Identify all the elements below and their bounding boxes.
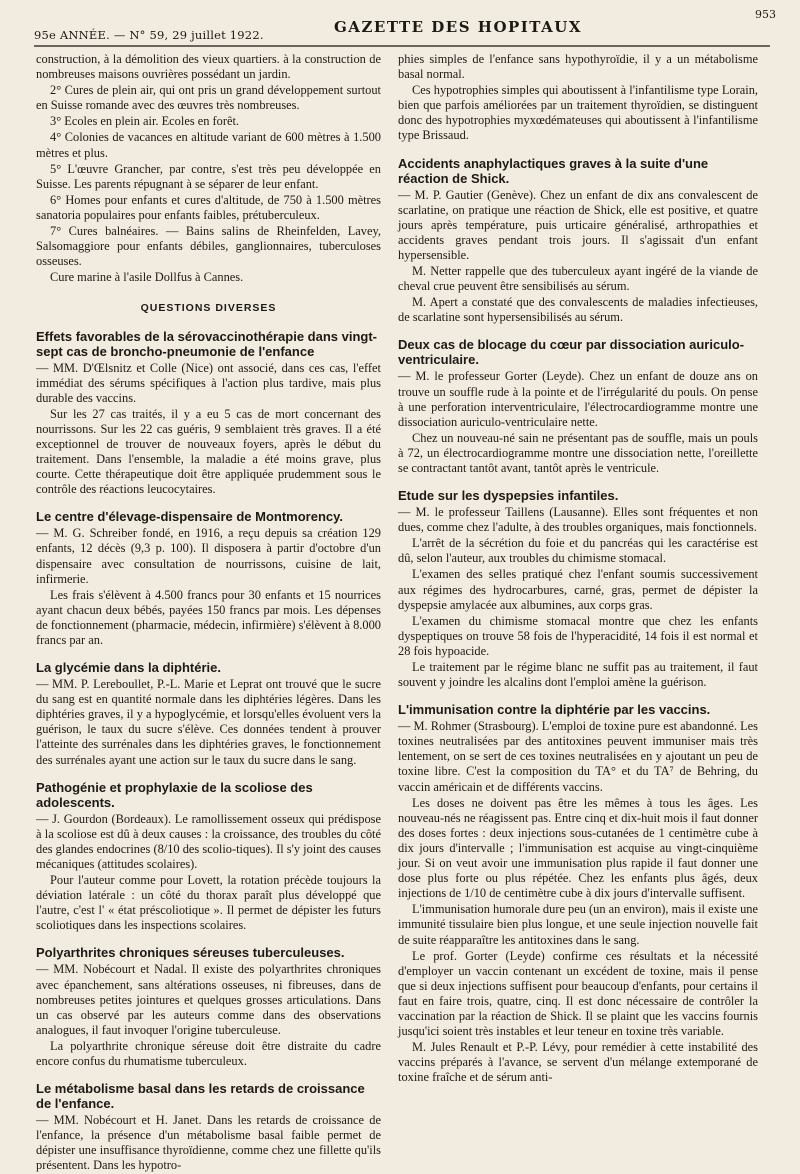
paragraph: 6° Homes pour enfants et cures d'altitude, de 750 à 1.500 mètres sanatoria populaires pour enfants faibles, prétuberculeux. — [36, 192, 381, 222]
paragraph: L'arrêt de la sécrétion du foie et du pancréas qui les caractérise est dû, selon l'auteur, aux troubles du chimisme stomacal. — [398, 536, 758, 566]
paragraph: L'immunisation humorale dure peu (un an environ), mais il existe une immunité tissulaire bien plus longue, et une seule injection nouvelle fait de suite réapparaître les antitoxines dans le sang. — [398, 902, 758, 947]
right-column — [398, 52, 758, 1086]
article-heading: Deux cas de blocage du cœur par dissociation auriculo-ventriculaire. — [398, 337, 745, 368]
paragraph: 5° L'œuvre Grancher, par contre, s'est très peu développée en Suisse. Les parents répugnant à se séparer de leur enfant. — [36, 161, 381, 191]
paragraph: Sur les 27 cas traités, il y a eu 5 cas de mort concernant des nourrissons. Sur les 22 cas guéris, 9 semblaient très graves. Il a été exceptionnel de trouver de nouveaux foyers, après le début du traitement. Dans l'ensemble, la maladie a été moins grave, plus courte. Cette thérapeutique doit être appliquée prudemment sous le contrôle des réactions leucocytaires. — [36, 406, 381, 497]
paragraph: 3° Ecoles en plein air. Ecoles en forêt. — [50, 114, 240, 129]
paragraph: M. Jules Renault et P.-P. Lévy, pour remédier à cette instabilité des vaccins préparés à l'avance, se servent d'un mélange extemporané de toxine fraîche et de sérum anti- — [398, 1040, 758, 1085]
paragraph: — J. Gourdon (Bordeaux). Le ramollissement osseux qui prédispose à la scoliose est dû à deux causes : la croissance, des troubles du côté des glandes endocrines (8/10 des scolio-tiques). Il s'y joint des causes mécaniques (attitudes scolaires). — [36, 811, 381, 871]
page-header — [34, 6, 780, 46]
header-rule — [34, 45, 770, 47]
article-heading: Polyarthrites chroniques séreuses tuberculeuses. — [36, 945, 345, 961]
page-number: 953 — [755, 8, 776, 21]
article-heading: Le centre d'élevage-dispensaire de Montmorency. — [36, 509, 344, 525]
paragraph: M. Apert a constaté que des convalescents de maladies infectieuses, de scarlatine sont hypersensibilisés au sérum. — [398, 295, 758, 325]
paragraph: construction, à la démolition des vieux quartiers. à la construction de nombreuses maisons ouvrières possédant un jardin. — [36, 52, 381, 82]
paragraph: — M. le professeur Taillens (Lausanne). Elles sont fréquentes et non dues, comme chez l'adulte, à des troubles organiques, mais fonctionnels. — [398, 505, 758, 535]
issue-line: 95e ANNÉE. — N° 59, 29 juillet 1922. — [34, 28, 264, 42]
paragraph: Les frais s'élèvent à 4.500 francs pour 30 enfants et 15 nourrices ayant chacun deux bébés, payées 150 francs par mois. Les dépenses de fonctionnement (pharmacie, médecin, infirmière) s'élèvent à 8.000 francs par an. — [36, 587, 381, 647]
section-title: QUESTIONS DIVERSES — [140, 302, 277, 315]
paragraph: L'examen du chimisme stomacal montre que chez les enfants dyspeptiques on trouve 58 fois de l'hyperacidité, 14 fois il est normal et 28 fois hypoacide. — [398, 613, 758, 658]
article-heading: Pathogénie et prophylaxie de la scoliose des adolescents. — [36, 779, 313, 810]
paragraph: — MM. P. Lereboullet, P.-L. Marie et Leprat ont trouvé que le sucre du sang est en quantité normale dans les diphtéries légères. Dans les diphtéries graves, il y a hypoglycémie, et lorsqu'elles évoluent vers la guérison, le taux du sucre s'élève. Ces données tendent à prouver l'atteinte des surrénales dans les diphtéries graves, le fonctionnement des surrénales ayant une action sur le taux du sucre dans le sang. — [36, 677, 381, 767]
article-heading: Accidents anaphylactiques graves à la suite d'une réaction de Shick. — [398, 155, 709, 186]
paragraph: Le prof. Gorter (Leyde) confirme ces résultats et la nécessité d'employer un vaccin contenant un excédent de toxine, mais il pense que si deux injections suffisent pour beaucoup d'enfants, pour certains il faut en faire trois, quatre, cinq. Il est donc nécessaire de contrôler la vaccination par la réaction de Shick. Il se plaint que les vaccins fournis jusqu'ici soient très instables et leur teneur en toxine très variable. — [398, 948, 758, 1039]
paragraph: M. Netter rappelle que des tuberculeux ayant ingéré de la viande de cheval crue peuvent être sensibilisés au sérum. — [398, 264, 758, 294]
paragraph: Le traitement par le régime blanc ne suffit pas au traitement, il faut souvent y joindre les alcalins dont l'emploi amène la guérison. — [398, 660, 758, 690]
paragraph: — MM. Nobécourt et H. Janet. Dans les retards de croissance de l'enfance, la présence d'un métabolisme basal faible permet de dépister une insuffisance thyroïdienne, comme chez une fillette qu'ils présentent. Dans les hypotro- — [36, 1113, 381, 1173]
paragraph: Cure marine à l'asile Dollfus à Cannes. — [50, 270, 244, 285]
paragraph: — MM. D'Œlsnitz et Colle (Nice) ont associé, dans ces cas, l'effet immédiat des sérums spécifiques à l'action plus tardive, mais plus durable des vaccins. — [36, 360, 381, 405]
paragraph: Les doses ne doivent pas être les mêmes à tous les âges. Les nouveau-nés ne réagissent pas. Entre cinq et dix-huit mois il faut donner des doses fortes : deux injections sous-cutanées de 1 centimètre cube à dix jours d'intervalle ; l'immunisation est acquise au vingt-cinquième jour. Si on veut avoir une immunisation plus rapide il faut donner une dose plus forte ou plus répétée. Chez les enfants plus âgés, deux injections de 1/10 de centimètre cube à dix jours d'intervalle suffisent. — [398, 795, 758, 901]
article-heading: Etude sur les dyspepsies infantiles. — [398, 488, 619, 504]
article-heading: L'immunisation contre la diphtérie par les vaccins. — [398, 702, 711, 718]
paragraph: 4° Colonies de vacances en altitude variant de 600 mètres à 1.500 mètres et plus. — [36, 130, 381, 160]
article-heading: La glycémie dans la diphtérie. — [36, 660, 221, 676]
article-heading: Le métabolisme basal dans les retards de croissance de l'enfance. — [36, 1081, 365, 1112]
paragraph: — M. G. Schreiber fondé, en 1916, a reçu depuis sa création 129 enfants, 12 décès (9,3 p. 100). Il disposera à partir d'octobre d'un dispensaire avec consultation de nourrissons, cuisine de lait, infirmerie. — [36, 526, 381, 586]
paragraph: — M. P. Gautier (Genève). Chez un enfant de dix ans convalescent de scarlatine, on pratique une réaction de Shick, elle est positive, et quatre jours après température, puis urticaire généralisé, arthropathies et accidents graves pendant trois jours. Il s'agissait d'un enfant hypersensible. — [398, 187, 758, 262]
paragraph: 2° Cures de plein air, qui ont pris un grand développement surtout en Suisse romande avec des œuvres très nombreuses. — [36, 83, 381, 113]
article-heading: Effets favorables de la sérovaccinothérapie dans vingt-sept cas de broncho-pneumonie de l'enfance — [36, 328, 378, 359]
journal-title: GAZETTE DES HOPITAUX — [334, 18, 583, 36]
paragraph: La polyarthrite chronique séreuse doit être distraite du cadre encore confus du rhumatisme tuberculeux. — [36, 1038, 381, 1068]
paragraph: Chez un nouveau-né sain ne présentant pas de souffle, mais un pouls à 72, un électrocardiogramme montre une dissociation nette, l'oreillette se contractant tantôt avant, tantôt après le ventricule. — [398, 430, 758, 475]
paragraph: Ces hypotrophies simples qui aboutissent à l'infantilisme type Lorain, bien que parfois améliorées par un traitement thyroïdien, se distinguent donc des hypotrophies myxœdémateuses qui aboutissent à l'infantilisme type Brissaud. — [398, 83, 758, 143]
paragraph: 7° Cures balnéaires. — Bains salins de Rheinfelden, Lavey, Salsomaggiore pour enfants débiles, ganglionnaires, tuberculoses osseuses. — [36, 224, 381, 269]
paragraph: — M. Rohmer (Strasbourg). L'emploi de toxine pure est abandonné. Les toxines neutralisées par des antitoxines peuvent immuniser mais très lentement, on se sert de ces toxines neutralisées en y ajoutant un peu de toxine libre. C'est la composition du TA° et du TA⁷ de Behring, du vaccin américain et de différents vaccins. — [398, 719, 758, 794]
paragraph: phies simples de l'enfance sans hypothyroïdie, il y a un métabolisme basal normal. — [398, 52, 758, 82]
paragraph: — MM. Nobécourt et Nadal. Il existe des polyarthrites chroniques avec épanchement, sans altérations osseuses, ni fibreuses, dans de nombreuses petites jointures et quelques grosses articulations. Dans un cas observé par les auteurs comme dans des observations analogues, il faut invoquer l'origine tuberculeuse. — [36, 962, 381, 1037]
left-column — [36, 52, 381, 1174]
paragraph: L'examen des selles pratiqué chez l'enfant soumis successivement aux régimes des hydrocarbures, carné, gras, permet de dépister la dyspepsie amylacée aux albumines, aux corps gras. — [398, 567, 758, 612]
paragraph: Pour l'auteur comme pour Lovett, la rotation précède toujours la déviation latérale : un côté du thorax paraît plus développé que l'autre, c'est l' « état préscoliotique ». Il permet de dépister les futurs scoliotiques dans les inspections scolaires. — [36, 873, 381, 933]
paragraph: — M. le professeur Gorter (Leyde). Chez un enfant de douze ans on trouve un souffle rude à la pointe et de l'irrégularité du pouls. On pense à une perforation interventriculaire, l'électrocardiogramme montre une dissociation auriculo-ventriculaire nette. — [398, 369, 758, 429]
